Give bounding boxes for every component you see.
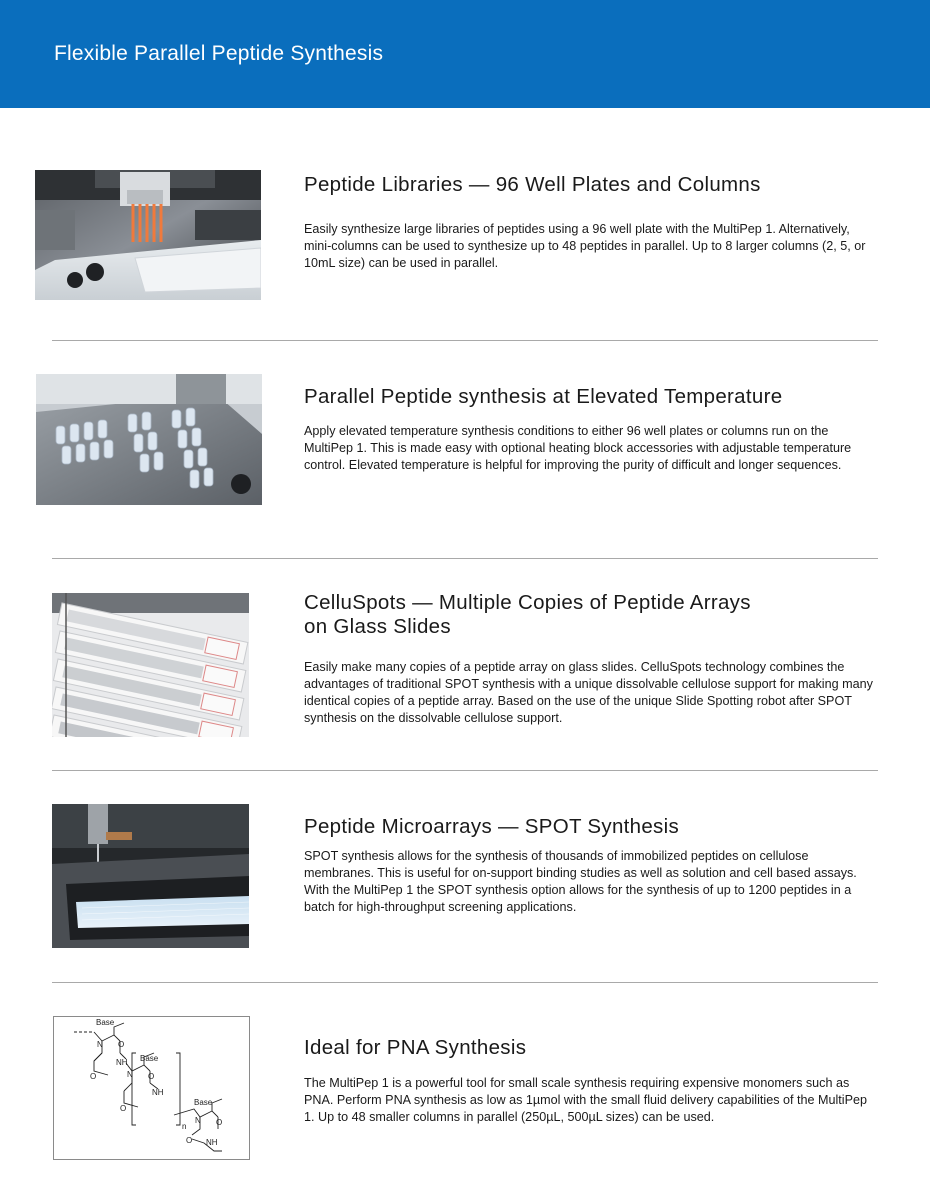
atom-label: N [195,1116,201,1125]
base-label: Base [194,1098,213,1107]
base-label: Base [140,1054,159,1063]
section-title: Peptide Libraries — 96 Well Plates and Columns [304,173,761,196]
repeat-label: n [182,1122,187,1131]
section-title: Parallel Peptide synthesis at Elevated Temperature [304,385,783,408]
atom-label: O [216,1118,223,1127]
section-title: Peptide Microarrays — SPOT Synthesis [304,815,679,838]
section-body: SPOT synthesis allows for the synthesis of thousands of immobilized peptides on cellulose membranes. This is useful for on-support binding studies as well as solution and cell based assays. With the MultiPep 1 the SPOT synthesis option allows for the synthesis of up to 1200 peptides in a batch for high-throughput screening applications. [304,849,857,914]
section-body: Easily make many copies of a peptide array on glass slides. CelluSpots technology combines the advantages of traditional SPOT synthesis with a unique dissolvable cellulose support for making many identical copies of a peptide array. Based on the use of the unique Slide Spotting robot after SPOT synthesis on the dissolvable cellulose support. [304,660,873,725]
section-divider [52,340,878,341]
section-body: Easily synthesize large libraries of peptides using a 96 well plate with the MultiPep 1. Alternatively, mini-columns can be used to synthesize up to 48 peptides in parallel. Up to 8 larger columns (2, 5, or 10mL size) can be used in parallel. [304,222,866,270]
spot-synthesis-photo [52,804,249,948]
pna-structure-diagram [53,1016,250,1160]
section-title-line: CelluSpots — Multiple Copies of Peptide Arrays [304,591,751,614]
atom-label: O [120,1104,127,1113]
page-header [0,0,930,108]
section-body: The MultiPep 1 is a powerful tool for small scale synthesis requiring expensive monomers such as PNA. Perform PNA synthesis as low as 1µmol with the small fluid delivery capabilities of the MultiPep 1. Up to 48 smaller columns in parallel (250µL, 500µL sizes) can be used. [304,1076,868,1124]
atom-label: O [90,1072,97,1081]
atom-label: NH [152,1088,164,1097]
base-label: Base [96,1018,115,1027]
section-divider [52,982,878,983]
section-title [304,591,751,639]
section-title: Ideal for PNA Synthesis [304,1036,527,1059]
glass-slides-photo [52,593,249,737]
atom-label: O [186,1136,193,1145]
atom-label: O [118,1040,125,1049]
page-title: Flexible Parallel Peptide Synthesis [54,42,384,65]
section-divider [52,770,878,771]
section-divider [52,558,878,559]
heating-block-photo [36,374,262,505]
atom-label: O [148,1072,155,1081]
section-body: Apply elevated temperature synthesis conditions to either 96 well plates or columns run on the MultiPep 1. This is made easy with optional heating block accessories with adjustable temperature control. Elevated temperature is helpful for improving the purity of difficult and longer sequences. [304,424,852,472]
section-title-line: on Glass Slides [304,615,451,638]
atom-label: N [97,1040,103,1049]
atom-label: NH [116,1058,128,1067]
atom-label: N [127,1070,133,1079]
atom-label: NH [206,1138,218,1147]
peptide-libraries-photo [35,170,261,300]
